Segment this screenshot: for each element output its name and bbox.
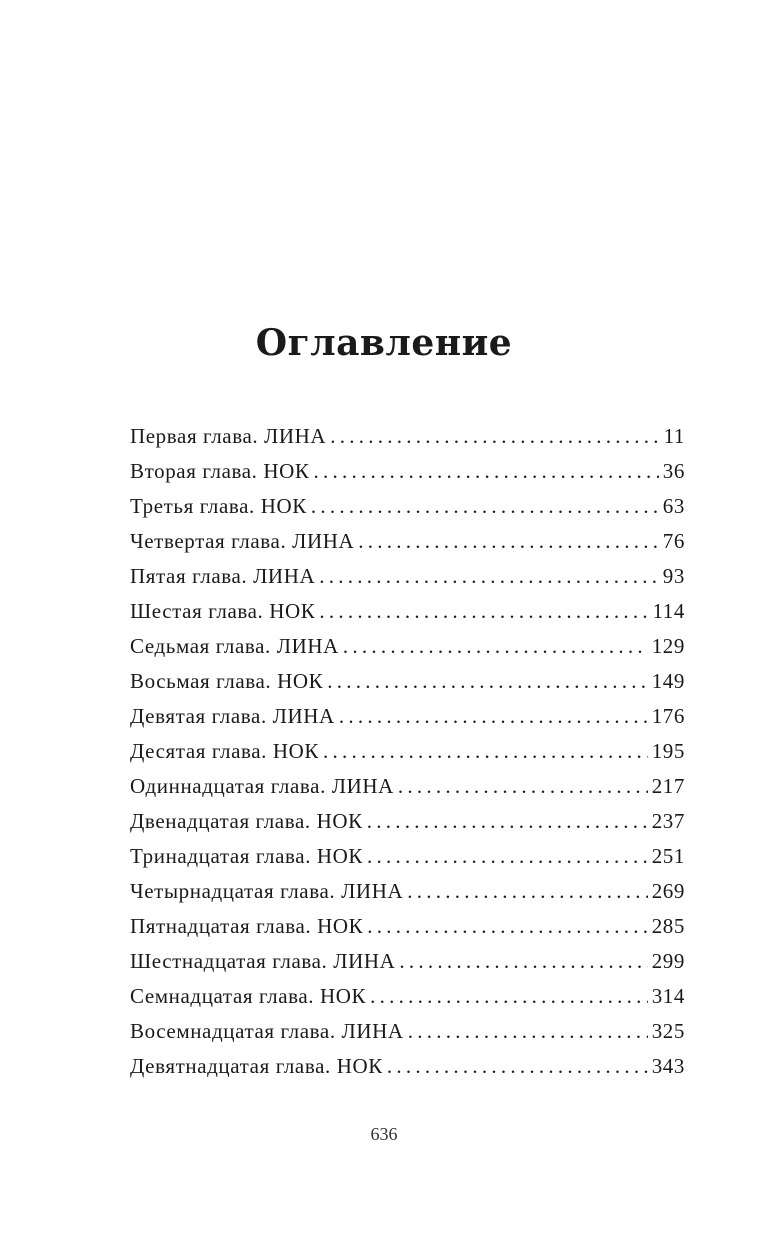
toc-entry — [130, 984, 685, 1019]
toc-entry — [130, 1054, 685, 1089]
toc-dot-leader — [327, 669, 647, 694]
toc-entry-title: Девятнадцатая глава. НОК — [130, 1054, 383, 1078]
toc-entry-title: Первая глава. ЛИНА — [130, 424, 327, 448]
toc-entry-page: 325 — [651, 1019, 685, 1043]
toc-dot-leader — [311, 494, 659, 519]
toc-entry-page: 314 — [651, 984, 685, 1008]
toc-entry-title: Шестая глава. НОК — [130, 599, 316, 623]
toc-entry-title: Пятнадцатая глава. НОК — [130, 914, 364, 938]
toc-entry-page: 251 — [651, 844, 685, 868]
toc-dot-leader — [399, 949, 647, 974]
toc-entry — [130, 494, 685, 529]
toc-entry — [130, 1019, 685, 1054]
toc-dot-leader — [319, 599, 648, 624]
toc-entry — [130, 949, 685, 984]
toc-entry — [130, 809, 685, 844]
toc-entry-page: 195 — [651, 739, 685, 763]
toc-entry — [130, 739, 685, 774]
toc-entry — [130, 564, 685, 599]
toc-entry-title: Шестнадцатая глава. ЛИНА — [130, 949, 396, 973]
toc-entry-page: 93 — [662, 564, 685, 588]
toc-entry-title: Одиннадцатая глава. ЛИНА — [130, 774, 394, 798]
toc-entry-page: 299 — [651, 949, 685, 973]
toc-dot-leader — [367, 809, 648, 834]
toc-entry-page: 63 — [662, 494, 685, 518]
toc-entry — [130, 529, 685, 564]
toc-entry-page: 11 — [663, 424, 685, 448]
toc-entry — [130, 669, 685, 704]
toc-entry-page: 217 — [651, 774, 685, 798]
toc-entry-title: Пятая глава. ЛИНА — [130, 564, 316, 588]
toc-dot-leader — [407, 879, 647, 904]
toc-entry-page: 114 — [652, 599, 685, 623]
toc-entry-title: Десятая глава. НОК — [130, 739, 320, 763]
toc-dot-leader — [330, 424, 659, 449]
toc-dot-leader — [408, 1019, 648, 1044]
toc-entry — [130, 914, 685, 949]
page-title: Оглавление — [255, 322, 513, 364]
toc-entry-page: 343 — [651, 1054, 685, 1078]
toc-entry-page: 237 — [651, 809, 685, 833]
toc-dot-leader — [367, 844, 648, 869]
toc-entry-title: Девятая глава. ЛИНА — [130, 704, 335, 728]
toc-entry — [130, 424, 685, 459]
toc-entry-title: Седьмая глава. ЛИНА — [130, 634, 339, 658]
toc-entry-page: 76 — [662, 529, 685, 553]
toc-entry-title: Семнадцатая глава. НОК — [130, 984, 367, 1008]
toc-entry-title: Четвертая глава. ЛИНА — [130, 529, 355, 553]
toc-entry — [130, 774, 685, 809]
toc-entry-page: 269 — [651, 879, 685, 903]
toc-dot-leader — [358, 529, 659, 554]
table-of-contents — [130, 424, 685, 1089]
toc-dot-leader — [398, 774, 648, 799]
toc-entry-title: Двенадцатая глава. НОК — [130, 809, 363, 833]
toc-dot-leader — [343, 634, 648, 659]
page-number: 636 — [370, 1124, 398, 1144]
toc-entry — [130, 459, 685, 494]
toc-entry — [130, 844, 685, 879]
toc-entry — [130, 599, 685, 634]
toc-entry-page: 176 — [651, 704, 685, 728]
toc-entry-title: Третья глава. НОК — [130, 494, 307, 518]
toc-dot-leader — [313, 459, 658, 484]
toc-dot-leader — [323, 739, 648, 764]
toc-dot-leader — [370, 984, 648, 1009]
toc-dot-leader — [367, 914, 647, 939]
toc-entry — [130, 704, 685, 739]
toc-entry-page: 129 — [651, 634, 685, 658]
toc-entry — [130, 879, 685, 914]
toc-entry-title: Восьмая глава. НОК — [130, 669, 324, 693]
toc-entry-title: Тринадцатая глава. НОК — [130, 844, 364, 868]
toc-entry-title: Вторая глава. НОК — [130, 459, 310, 483]
toc-entry-page: 149 — [651, 669, 685, 693]
toc-dot-leader — [387, 1054, 648, 1079]
toc-entry-title: Четырнадцатая глава. ЛИНА — [130, 879, 404, 903]
toc-entry-page: 36 — [662, 459, 685, 483]
toc-entry — [130, 634, 685, 669]
toc-dot-leader — [319, 564, 659, 589]
toc-entry-page: 285 — [651, 914, 685, 938]
toc-dot-leader — [339, 704, 648, 729]
toc-entry-title: Восемнадцатая глава. ЛИНА — [130, 1019, 404, 1043]
